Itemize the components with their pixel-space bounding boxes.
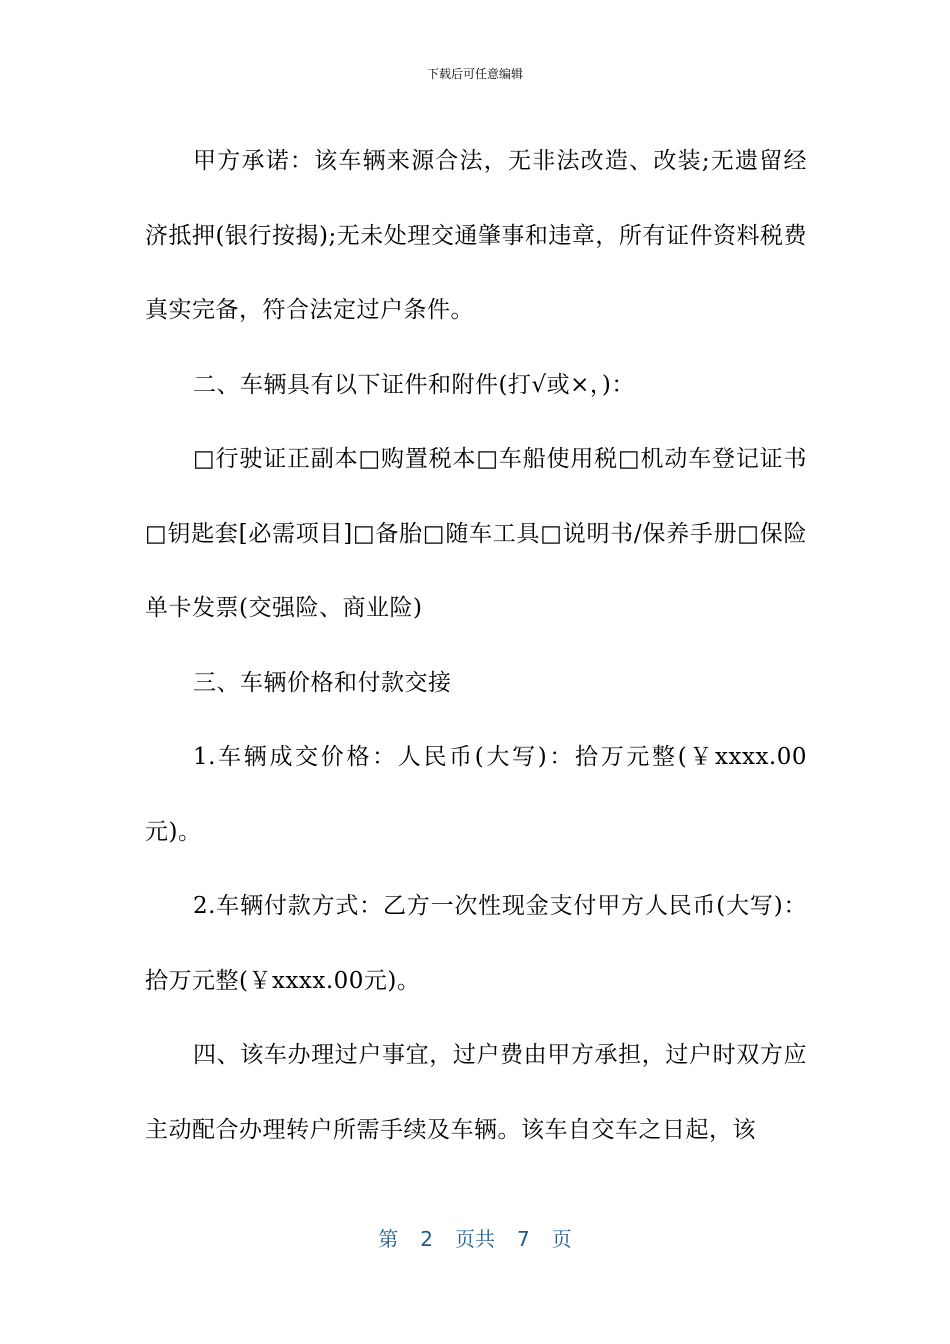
- header-note: 下载后可任意编辑: [426, 67, 523, 81]
- footer-middle: 页共: [455, 1227, 495, 1251]
- paragraph-section-2-heading: 二、车辆具有以下证件和附件(打√或×，)：: [193, 371, 635, 398]
- paragraph-section-3-heading: 三、车辆价格和付款交接: [193, 669, 452, 696]
- paragraph-seller-promise: 甲方承诺：该车辆来源合法，无非法改造、改装;无遗留经济抵押(银行按揭);无未处理交通肇事和违章，所有证件资料税费真实完备，符合法定过户条件。: [145, 148, 807, 323]
- page-number-footer: [0, 1226, 950, 1252]
- footer-prefix: 第: [378, 1227, 399, 1251]
- paragraph-documents-checklist: □行驶证正副本□购置税本□车船使用税□机动车登记证书□钥匙套[必需项目]□备胎□随车工具□说明书/保养手册□保险单卡发票(交强险、商业险): [145, 446, 807, 621]
- paragraph-price: 1.车辆成交价格：人民币(大写)：拾万元整(￥xxxx.00元)。: [145, 744, 807, 845]
- footer-total-pages: 7: [517, 1227, 530, 1251]
- paragraph-section-4-transfer: 四、该车办理过户事宜，过户费由甲方承担，过户时双方应主动配合办理转户所需手续及车辆。该车自交车之日起，该: [145, 1042, 807, 1143]
- paragraph-payment-method: 2.车辆付款方式：乙方一次性现金支付甲方人民币(大写)：拾万元整(￥xxxx.00元)。: [145, 893, 807, 994]
- footer-current-page: 2: [420, 1227, 433, 1251]
- document-body: [145, 124, 807, 1167]
- footer-suffix: 页: [551, 1227, 572, 1251]
